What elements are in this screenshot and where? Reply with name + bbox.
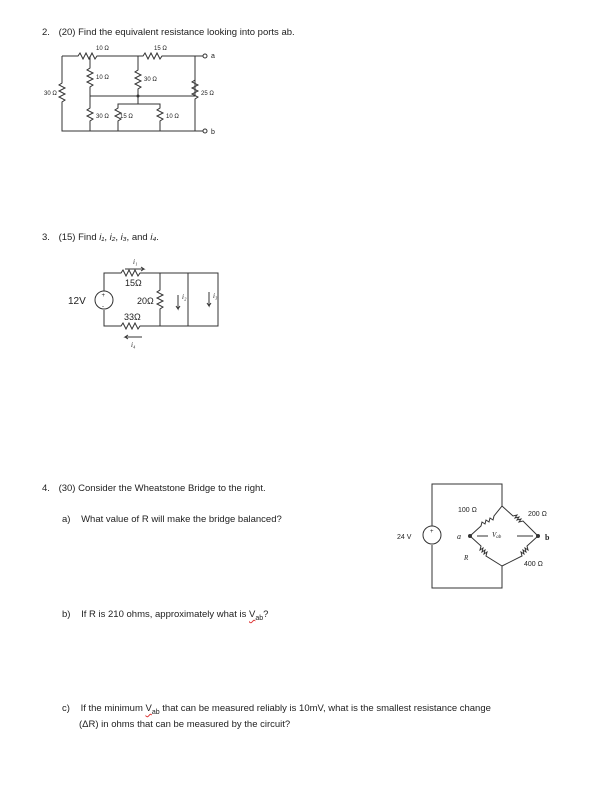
q4-b-text: If R is 210 ohms, approximately what is	[81, 609, 249, 620]
q4-label-vab-v: V	[492, 531, 497, 539]
q3-text-i2: i₂	[109, 232, 116, 243]
q4-label-r200: 200 Ω	[528, 511, 547, 518]
q3-text-sep1: ,	[104, 232, 110, 243]
q2-number: 2.	[42, 27, 50, 38]
q3-label-r33: 33Ω	[124, 312, 141, 322]
q4-r-variable	[470, 536, 502, 566]
q4-part-c-line2: (ΔR) in ohms that can be measured by the circuit?	[79, 719, 291, 730]
q3-number: 3.	[42, 232, 50, 243]
q2-label-r-low3: 10 Ω	[166, 114, 179, 120]
q2-label-r-right: 25 Ω	[201, 91, 214, 97]
q3-label-i2: i₂	[182, 293, 187, 301]
q3-label-source: 12V	[68, 296, 86, 307]
q3-text-i1: i₁	[99, 232, 105, 243]
q4-c-text-prefix: If the minimum	[80, 703, 146, 714]
q4-node-b	[536, 534, 540, 538]
q3-text-i3: i₃	[120, 232, 127, 243]
q4-b-vab-v: V	[249, 609, 256, 620]
q2-label-r-low2: 15 Ω	[120, 114, 133, 120]
q3-points: (15)	[58, 232, 76, 243]
q3-text-and: , and	[126, 232, 151, 243]
q4-b-label: b)	[62, 609, 71, 620]
q4-label-node-a: a	[457, 532, 461, 541]
q4-a-text: What value of R will make the bridge balanced?	[81, 514, 282, 525]
q4-label-vab	[492, 531, 502, 540]
q4-a-label: a)	[62, 514, 71, 525]
q4-label-r-variable: R	[464, 554, 469, 562]
q4-c-label: c)	[62, 703, 70, 714]
q3-text-sep2: ,	[115, 232, 121, 243]
q2-label-r-mid1: 10 Ω	[96, 75, 109, 81]
q4-b-vab-sub: ab	[255, 614, 264, 622]
q3-text-i4: i₄	[150, 232, 157, 243]
q4-c-vab-sub: ab	[151, 708, 160, 716]
q3-label-i4: i₄	[131, 341, 136, 349]
q4-label-r100: 100 Ω	[458, 507, 477, 514]
q4-label-vab-sub: ab	[496, 535, 502, 540]
q4-source-plus: +	[430, 529, 434, 535]
q4-label-r400: 400 Ω	[524, 561, 543, 568]
q3-source-minus: -	[102, 304, 104, 310]
q2-label-r-top-left: 10 Ω	[96, 46, 109, 52]
q2-label-r-top-right: 15 Ω	[154, 46, 167, 52]
q2-label-r-left: 30 Ω	[44, 91, 57, 97]
q4-b-end: ?	[263, 609, 269, 620]
q4-c-vab-v: V	[145, 703, 152, 714]
q4-text: Consider the Wheatstone Bridge to the right.	[78, 483, 266, 494]
q2-label-port-b: b	[211, 129, 215, 136]
q4-node-a	[468, 534, 472, 538]
q4-c-text-rest: that can be measured reliably is 10mV, what is the smallest resistance change	[159, 703, 491, 714]
q3-label-i3: i₃	[213, 292, 218, 300]
q3-source-plus: +	[101, 293, 106, 299]
q2-label-r-mid2: 30 Ω	[144, 77, 157, 83]
q3-label-i1: i₁	[133, 258, 138, 266]
q2-label-port-a: a	[211, 53, 215, 60]
q3-text-end: .	[156, 232, 159, 243]
q4-number: 4.	[42, 483, 50, 494]
q2-text: Find the equivalent resistance looking into ports ab.	[78, 27, 295, 38]
q3-text-prefix: Find	[78, 232, 100, 243]
q4-label-source: 24 V	[397, 534, 412, 541]
q3-label-r15: 15Ω	[125, 278, 142, 288]
q3-label-r20: 20Ω	[137, 296, 154, 306]
q4-points: (30)	[58, 483, 76, 494]
q2-label-r-low1: 30 Ω	[96, 114, 109, 120]
q2-points: (20)	[58, 27, 76, 38]
q4-label-node-b: b	[545, 533, 550, 542]
